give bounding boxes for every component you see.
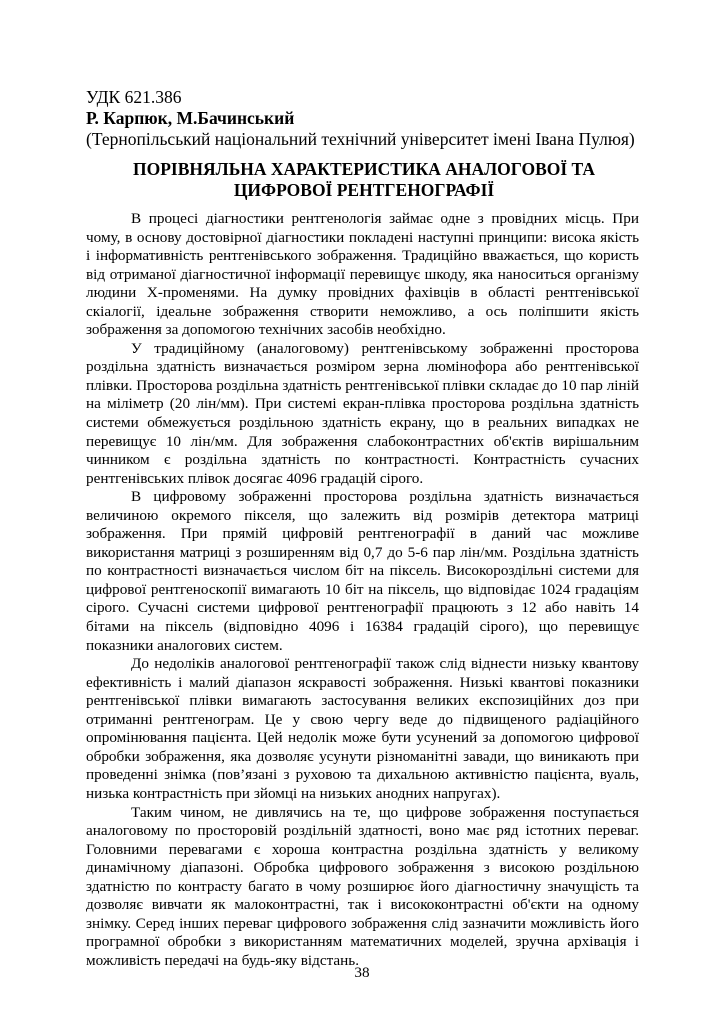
paragraph: Таким чином, не дивлячись на те, що цифрове зображення поступається аналоговому по просторовій роздільній здатності, воно має ряд істотних переваг. Головними перевагами є хороша контрастна роздільна здатність у великому динамічному діапазоні. Обробка цифрового зображення з високою роздільною здатністю по контрасту багато в чому розширює його діагностичну значущість та дозволяє вивчати як малоконтрастні, так і висококонтрастні об'єкти на одному знімку. Серед інших переваг цифрового зображення слід зазначити можливість його програмної обробки з використанням математичних моделей, зручна архівація і можливість передачі на будь-яку відстань. xyxy=(86,803,639,969)
paragraph: В процесі діагностики рентгенологія займає одне з провідних місць. При чому, в основу достовірної діагностики покладені наступні принципи: висока якість і інформативність рентгенівського зображення. Традиційно вважається, що користь від отриманої діагностичної інформації перевищує шкоду, яка наноситься організму людини Х-променями. На думку провідних фахівців в області рентгенівської скіалогії, ідеальне зображення створити неможливо, а ось поліпшити якість зображення за допомогою технічних засобів необхідно. xyxy=(86,210,639,339)
page-number: 38 xyxy=(354,964,370,981)
article-title xyxy=(86,159,642,201)
article-body xyxy=(86,210,639,970)
paragraph: У традиційному (аналоговому) рентгенівському зображенні просторова роздільна здатність визначається розміром зерна люмінофора або рентгенівської плівки. Просторова роздільна здатність рентгенівської плівки складає до 10 пар ліній на міліметр (20 лін/мм). При системі екран-плівка просторова роздільна здатність системи обмежується роздільною здатність екрану, що в реальних випадках не перевищує 10 лін/мм. Для зображення слабоконтрастних об'єктів вирішальним чинником є роздільна здатність по контрастності. Контрастність сучасних рентгенівських плівок досягає 4096 градацій сірого. xyxy=(86,339,639,487)
title-line-2: ЦИФРОВОЇ РЕНТГЕНОГРАФІЇ xyxy=(233,180,495,200)
authors: Р. Карпюк, М.Бачинський xyxy=(86,108,295,128)
title-line-1: ПОРІВНЯЛЬНА ХАРАКТЕРИСТИКА АНАЛОГОВОЇ ТА xyxy=(133,159,595,179)
paragraph: В цифровому зображенні просторова роздільна здатність визначається величиною окремого пікселя, що залежить від розмірів детектора матриці зображення. При прямій цифровій рентгенографії в даний час можливе використання матриці з розширенням від 0,7 до 5-6 пар лін/мм. Роздільна здатність по контрастності визначається числом біт на піксель. Високороздільні системи для цифрової рентгеноскопії вимагають 10 біт на піксель, що відповідає 1024 градаціям сірого. Сучасні системи цифрової рентгенографії працюють з 12 або навіть 14 бітами на піксель (відповідно 4096 і 16384 градацій сірого), що перевищує показники аналогових систем. xyxy=(86,488,639,654)
paragraph: До недоліків аналогової рентгенографії також слід віднести низьку квантову ефективність і малий діапазон яскравості зображення. Низькі квантові показники рентгенівської плівки вимагають застосування великих експозиційних доз при отриманні рентгенограм. Це у свою чергу веде до підвищеного радіаційного опромінювання пацієнта. Цей недолік може бути усунений за допомогою цифрової обробки зображення, яка дозволяє усунути різноманітні завади, що виникають при проведенні знімка (пов’язані з руховою та дихальною активністю пацієнта, вуаль, низька контрастність при зйомці на низьких анодних напругах). xyxy=(86,655,639,802)
article-header xyxy=(86,87,646,150)
affiliation: (Тернопільський національний технічний університет імені Івана Пулюя) xyxy=(86,129,635,149)
udc-code: УДК 621.386 xyxy=(86,87,182,107)
